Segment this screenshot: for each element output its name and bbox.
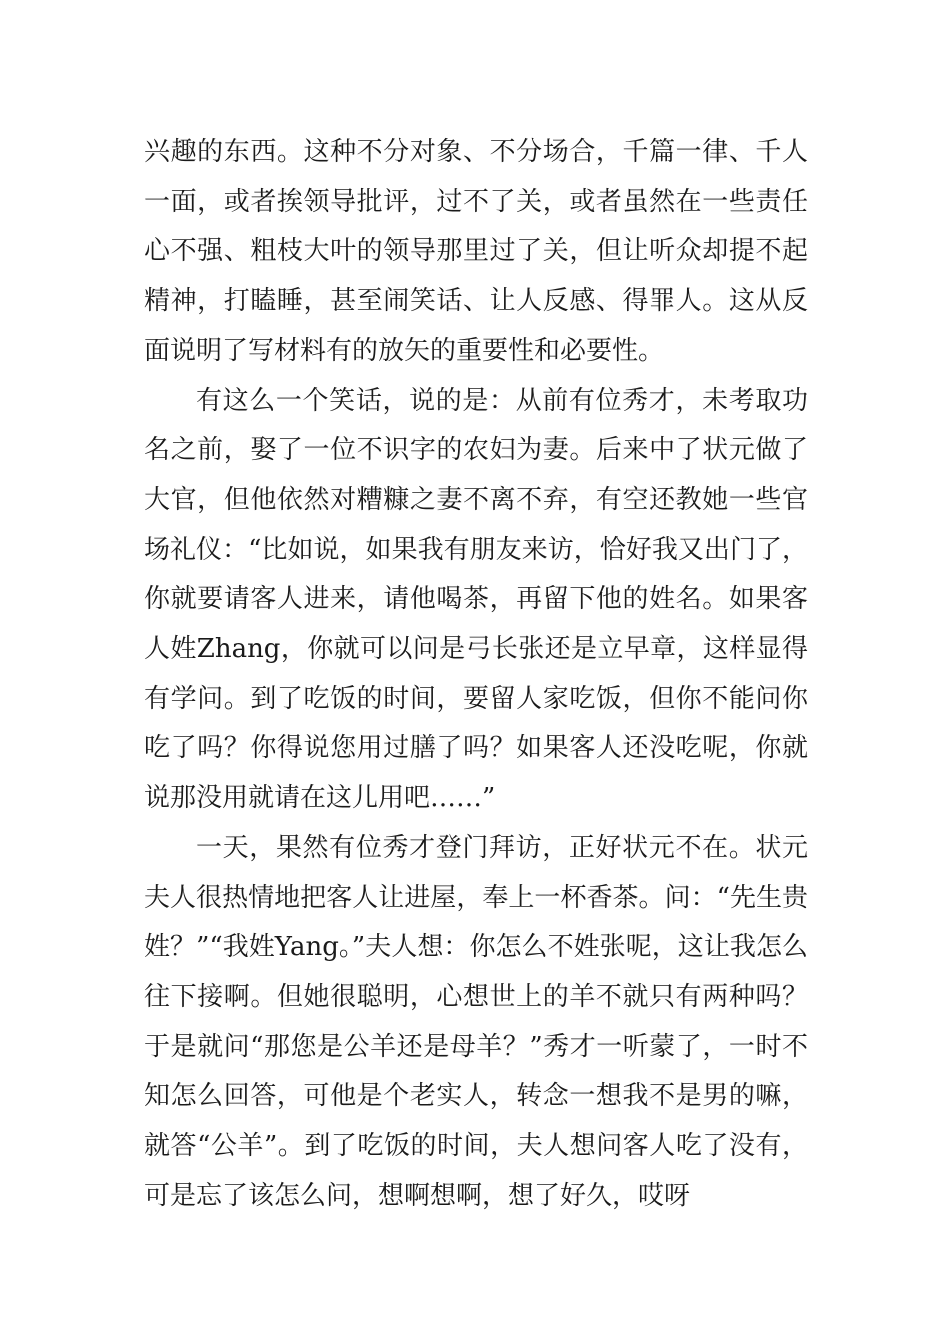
paragraph-joke-intro: 有这么一个笑话，说的是：从前有位秀才，未考取功名之前，娶了一位不识字的农妇为妻。后来中了状元做了大官，但他依然对糟糠之妻不离不弃，有空还教她一些官场礼仪：“比如说，如果我有朋友来访，恰好我又出门了，你就要请客人进来，请他喝茶，再留下他的姓名。如果客人姓Zhang，你就可以问是弓长张还是立早章，这样显得有学问。到了吃饭的时间，要留人家吃饭，但你不能问你吃了吗？你得说您用过膳了吗？如果客人还没吃呢，你就说那没用就请在这儿用吧……” [144, 385, 808, 814]
paragraph-joke-story: 一天，果然有位秀才登门拜访，正好状元不在。状元夫人很热情地把客人让进屋，奉上一杯香茶。问：“先生贵姓？”“我姓Yang。”夫人想：你怎么不姓张呢，这让我怎么往下接啊。但她很聪明，心想世上的羊不就只有两种吗？于是就问“那您是公羊还是母羊？”秀才一听蒙了，一时不知怎么回答，可他是个老实人，转念一想我不是男的嘛，就答“公羊”。到了吃饭的时间，夫人想问客人吃了没有，可是忘了该怎么问，想啊想啊，想了好久，哎呀 [144, 832, 808, 1211]
paragraph-continuation: 兴趣的东西。这种不分对象、不分场合，千篇一律、千人一面，或者挨领导批评，过不了关，或者虽然在一些责任心不强、粗枝大叶的领导那里过了关，但让听众却提不起精神，打瞌睡，甚至闹笑话、让人反感、得罪人。这从反面说明了写材料有的放矢的重要性和必要性。 [144, 137, 808, 366]
document-body [144, 128, 808, 1221]
